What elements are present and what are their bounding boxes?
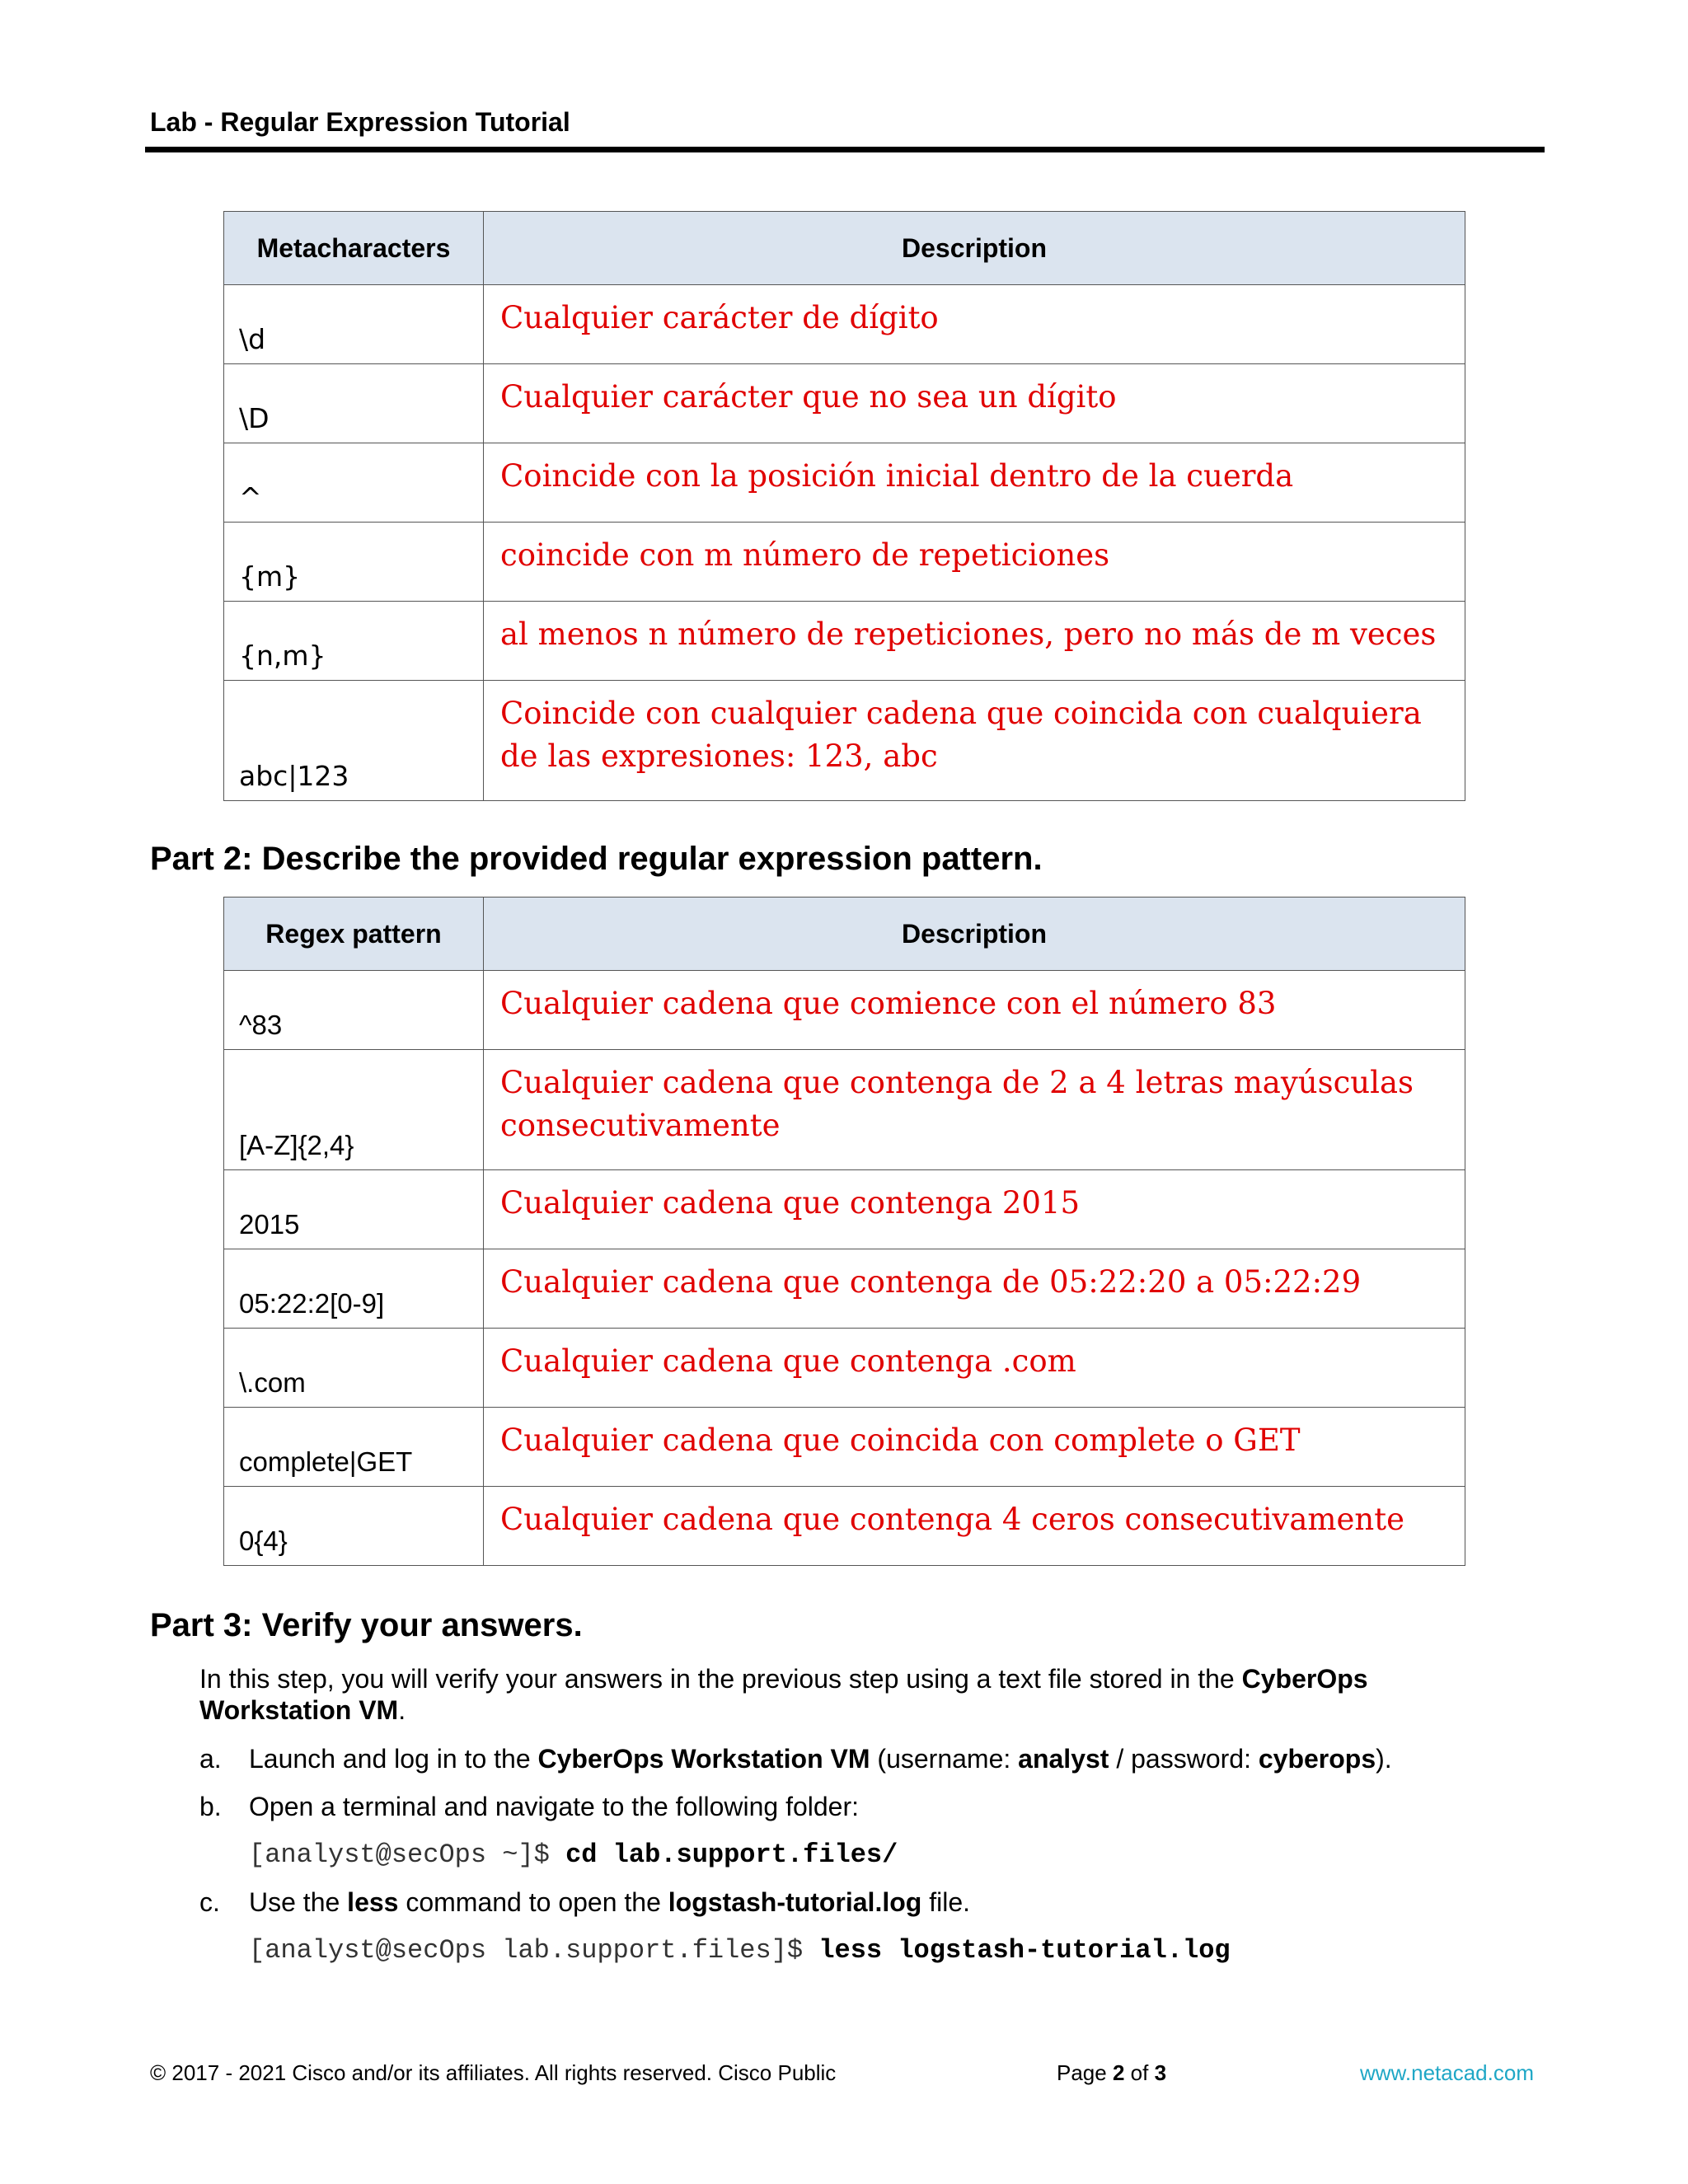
- page-label: Page: [1057, 2060, 1113, 2085]
- regex-pattern-cell: \.com: [224, 1329, 484, 1408]
- description-cell: Cualquier cadena que contenga 4 ceros consecutivamente: [484, 1487, 1465, 1566]
- regex-pattern-cell: 05:22:2[0-9]: [224, 1249, 484, 1329]
- table-row: [224, 364, 1465, 443]
- step-a: [199, 1744, 1392, 1774]
- terminal-prompt: [analyst@secOps lab.support.files]$: [249, 1935, 819, 1966]
- metacharacter-cell: \D: [224, 364, 484, 443]
- command-name: less: [347, 1887, 399, 1917]
- metacharacter-cell: {m}: [224, 523, 484, 602]
- terminal-prompt: [analyst@secOps ~]$: [249, 1840, 566, 1870]
- table-row: [224, 523, 1465, 602]
- step-text: file.: [921, 1887, 970, 1917]
- regex-pattern-table: [223, 897, 1465, 1566]
- header-divider: [145, 147, 1545, 152]
- step-label: c.: [199, 1887, 220, 1917]
- footer-website-link[interactable]: www.netacad.com: [1360, 2060, 1534, 2085]
- regex-pattern-cell: [A-Z]{2,4}: [224, 1050, 484, 1170]
- column-header-metacharacters: Metacharacters: [224, 212, 484, 285]
- description-cell: coincide con m número de repeticiones: [484, 523, 1465, 602]
- table-row: [224, 1050, 1465, 1170]
- intro-text: In this step, you will verify your answers in the previous step using a text file stored in the: [199, 1664, 1242, 1694]
- step-label: a.: [199, 1744, 222, 1774]
- description-cell: Cualquier cadena que contenga .com: [484, 1329, 1465, 1408]
- terminal-command-cd: [249, 1840, 898, 1870]
- metacharacter-cell: abc|123: [224, 681, 484, 801]
- regex-pattern-cell: ^83: [224, 971, 484, 1050]
- username: analyst: [1018, 1744, 1109, 1774]
- vm-name: CyberOps Workstation VM: [537, 1744, 870, 1774]
- step-text: (username:: [870, 1744, 1019, 1774]
- file-name: logstash-tutorial.log: [668, 1887, 922, 1917]
- table-row: [224, 1329, 1465, 1408]
- terminal-command-less: [249, 1935, 1231, 1966]
- terminal-command: cd lab.support.files/: [565, 1840, 898, 1870]
- regex-pattern-cell: 0{4}: [224, 1487, 484, 1566]
- intro-period: .: [398, 1695, 406, 1725]
- step-text: Use the: [249, 1887, 348, 1917]
- table-row: [224, 1408, 1465, 1487]
- page-current: 2: [1112, 2060, 1125, 2085]
- step-text: / password:: [1109, 1744, 1259, 1774]
- metacharacter-cell: ^: [224, 443, 484, 523]
- metacharacters-table: [223, 211, 1465, 801]
- page-total: 3: [1154, 2060, 1167, 2085]
- description-cell: Cualquier carácter de dígito: [484, 285, 1465, 364]
- regex-pattern-cell: complete|GET: [224, 1408, 484, 1487]
- description-cell: Cualquier cadena que comience con el número 83: [484, 971, 1465, 1050]
- column-header-description: Description: [484, 898, 1465, 971]
- description-cell: Cualquier cadena que contenga 2015: [484, 1170, 1465, 1249]
- step-text: ).: [1376, 1744, 1392, 1774]
- column-header-regex-pattern: Regex pattern: [224, 898, 484, 971]
- table-row: [224, 681, 1465, 801]
- part-2-heading: Part 2: Describe the provided regular expression pattern.: [150, 841, 1043, 877]
- document-header-title: Lab - Regular Expression Tutorial: [150, 107, 570, 137]
- metacharacter-cell: \d: [224, 285, 484, 364]
- description-cell: Coincide con cualquier cadena que coincida con cualquiera de las expresiones: 123, abc: [484, 681, 1465, 801]
- table-row: [224, 1170, 1465, 1249]
- part-3-heading: Part 3: Verify your answers.: [150, 1607, 583, 1643]
- footer-copyright: © 2017 - 2021 Cisco and/or its affiliates. All rights reserved. Cisco Public: [150, 2060, 837, 2085]
- password: cyberops: [1258, 1744, 1376, 1774]
- column-header-description: Description: [484, 212, 1465, 285]
- table-row: [224, 1487, 1465, 1566]
- table-row: [224, 285, 1465, 364]
- step-text: Launch and log in to the: [249, 1744, 538, 1774]
- intro-vm-name: CyberOps Workstation VM: [199, 1664, 1368, 1725]
- description-cell: Cualquier cadena que contenga de 05:22:20 a 05:22:29: [484, 1249, 1465, 1329]
- description-cell: Coincide con la posición inicial dentro de la cuerda: [484, 443, 1465, 523]
- page-of: of: [1124, 2060, 1155, 2085]
- step-label: b.: [199, 1792, 222, 1821]
- step-c: [199, 1887, 970, 1918]
- part-3-intro: [199, 1663, 1485, 1726]
- description-cell: Cualquier cadena que contenga de 2 a 4 letras mayúsculas consecutivamente: [484, 1050, 1465, 1170]
- table-row: [224, 443, 1465, 523]
- step-text: Open a terminal and navigate to the following folder:: [249, 1792, 860, 1821]
- terminal-command: less logstash-tutorial.log: [818, 1935, 1231, 1966]
- description-cell: al menos n número de repeticiones, pero no más de m veces: [484, 602, 1465, 681]
- regex-pattern-cell: 2015: [224, 1170, 484, 1249]
- step-text: command to open the: [398, 1887, 668, 1917]
- metacharacter-cell: {n,m}: [224, 602, 484, 681]
- table-row: [224, 1249, 1465, 1329]
- description-cell: Cualquier cadena que coincida con complete o GET: [484, 1408, 1465, 1487]
- table-row: [224, 971, 1465, 1050]
- table-row: [224, 602, 1465, 681]
- step-b: [199, 1792, 859, 1822]
- footer-page-number: [1057, 2060, 1166, 2086]
- description-cell: Cualquier carácter que no sea un dígito: [484, 364, 1465, 443]
